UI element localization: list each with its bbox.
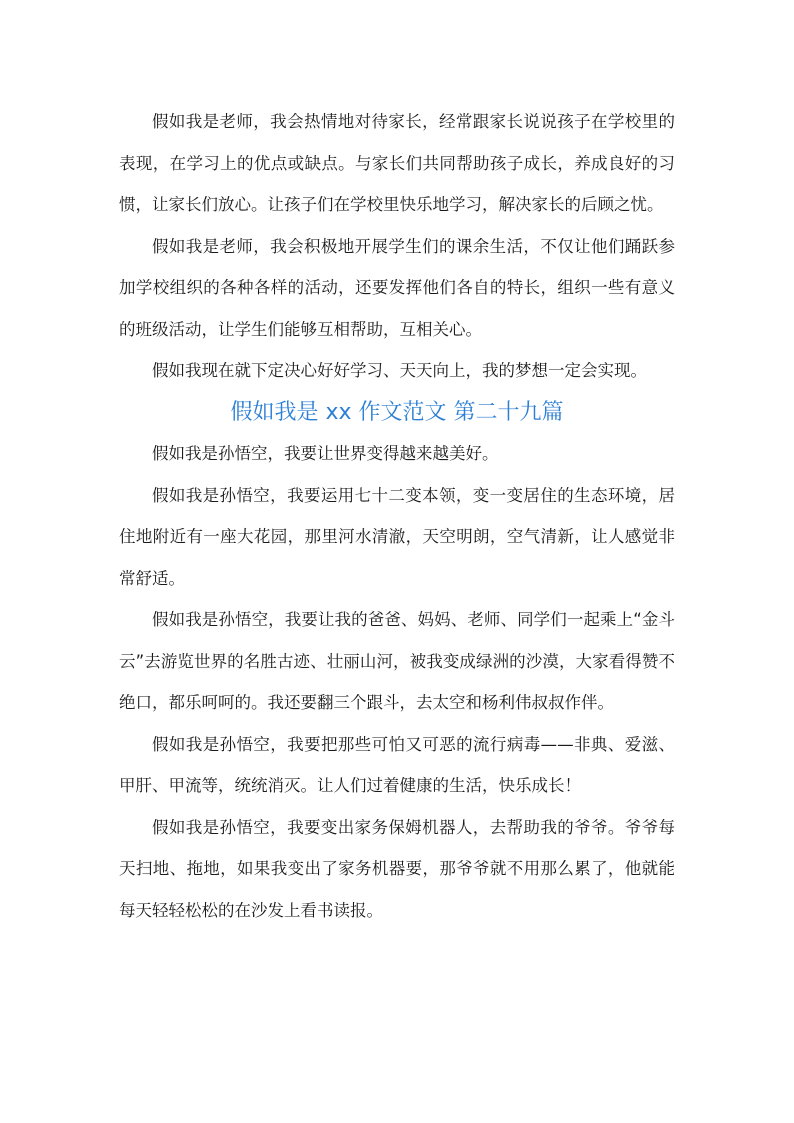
document-body bbox=[119, 101, 675, 931]
paragraph: 假如我是孙悟空，我要让我的爸爸、妈妈、老师、同学们一起乘上“金斗云”去游览世界的名胜古迹、壮丽山河，被我变成绿洲的沙漠，大家看得赞不绝口，都乐呵呵的。我还要翻三个跟斗，去太空和杨利伟叔叔作伴。 bbox=[119, 610, 675, 712]
paragraph: 假如我现在就下定决心好好学习、天天向上，我的梦想一定会实现。 bbox=[152, 361, 647, 380]
paragraph: 假如我是孙悟空，我要让世界变得越来越美好。 bbox=[152, 444, 499, 463]
section-heading: 假如我是 xx 作文范文 第二十九篇 bbox=[230, 399, 564, 425]
paragraph: 假如我是孙悟空，我要运用七十二变本领，变一变居住的生态环境，居住地附近有一座大花园，那里河水清澈，天空明朗，空气清新，让人感觉非常舒适。 bbox=[119, 485, 675, 588]
paragraph: 假如我是老师，我会热情地对待家长，经常跟家长说说孩子在学校里的表现，在学习上的优点或缺点。与家长们共同帮助孩子成长，养成良好的习惯，让家长们放心。让孩子们在学校里快乐地学习，解决家长的后顾之忧。 bbox=[119, 112, 675, 214]
paragraph: 假如我是老师，我会积极地开展学生们的课余生活，不仅让他们踊跃参加学校组织的各种各样的活动，还要发挥他们各自的特长，组织一些有意义的班级活动，让学生们能够互相帮助，互相关心。 bbox=[119, 236, 675, 339]
paragraph: 假如我是孙悟空，我要把那些可怕又可恶的流行病毒——非典、爱滋、甲肝、甲流等，统统消灭。让人们过着健康的生活，快乐成长！ bbox=[119, 734, 675, 795]
paragraph: 假如我是孙悟空，我要变出家务保姆机器人，去帮助我的爷爷。爷爷每天扫地、拖地，如果我变出了家务机器要，那爷爷就不用那么累了，他就能每天轻轻松松的在沙发上看书读报。 bbox=[119, 817, 675, 920]
